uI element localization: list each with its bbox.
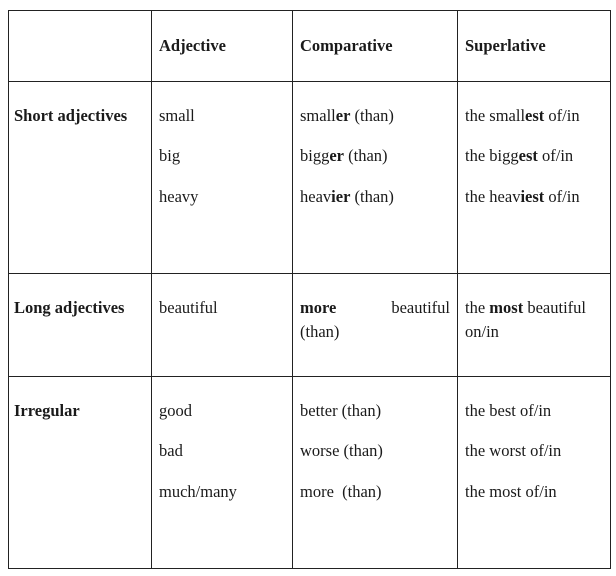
adjective-item: good bbox=[159, 401, 192, 420]
long-adjective: beautiful bbox=[159, 298, 218, 317]
comparative-item: bigger (than) bbox=[300, 146, 388, 165]
superlative-most: most bbox=[489, 298, 524, 317]
superlative-line2: on/in bbox=[465, 322, 499, 341]
comparative-item: smaller (than) bbox=[300, 106, 394, 125]
header-comparative: Comparative bbox=[300, 36, 393, 55]
superlative-item: the smallest of/in bbox=[465, 106, 580, 125]
row-label-irregular: Irregular bbox=[14, 401, 80, 420]
comparative-line2: (than) bbox=[300, 322, 340, 341]
adjective-item: bad bbox=[159, 441, 183, 460]
superlative-item: the most of/in bbox=[465, 482, 557, 501]
adjective-item: small bbox=[159, 106, 195, 125]
superlative-item: the best of/in bbox=[465, 401, 552, 420]
row-label-long-adjectives: Long adjectives bbox=[14, 298, 125, 317]
comparative-more: more bbox=[300, 298, 337, 317]
header-superlative: Superlative bbox=[465, 36, 546, 55]
header-adjective: Adjective bbox=[159, 36, 226, 55]
comparative-word: beautiful bbox=[391, 298, 450, 317]
adjective-item: big bbox=[159, 146, 181, 165]
comparative-item: heavier (than) bbox=[300, 187, 394, 206]
comparative-item: more (than) bbox=[300, 482, 382, 501]
superlative-item: the biggest of/in bbox=[465, 146, 574, 165]
adjective-item: heavy bbox=[159, 187, 199, 206]
superlative-item: the heaviest of/in bbox=[465, 187, 580, 206]
comparative-item: better (than) bbox=[300, 401, 382, 420]
superlative-item: the worst of/in bbox=[465, 441, 562, 460]
row-label-short-adjectives: Short adjectives bbox=[14, 106, 128, 125]
adjective-item: much/many bbox=[159, 482, 237, 501]
comparative-item: worse (than) bbox=[300, 441, 383, 460]
